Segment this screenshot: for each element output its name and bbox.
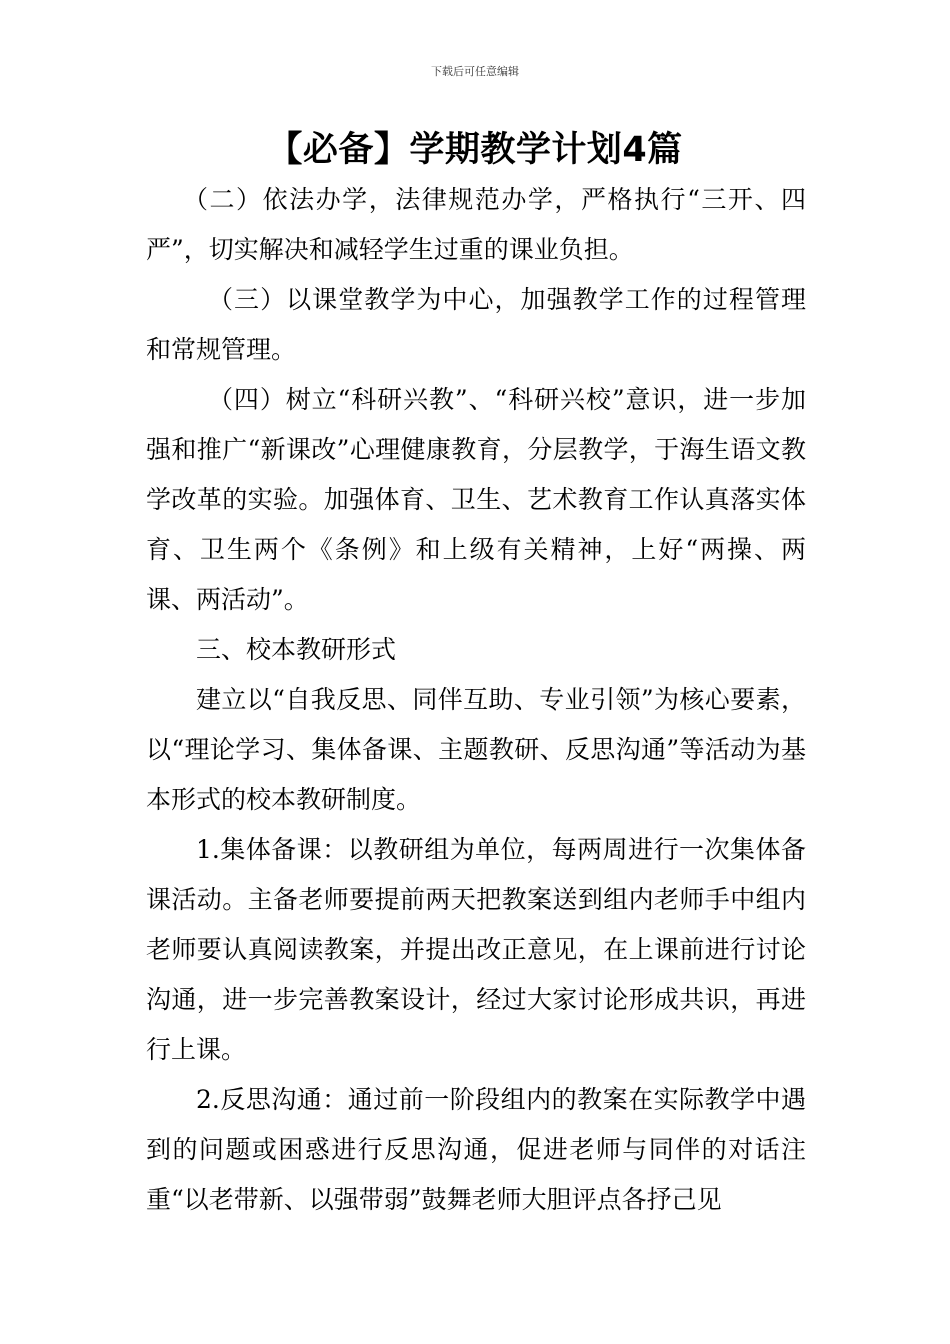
paragraph-3: （三）以课堂教学为中心，加强教学工作的过程管理和常规管理。 xyxy=(146,285,806,364)
paragraph-section-3-intro: 建立以“自我反思、同伴互助、专业引领”为核心要素，以“理论学习、集体备课、主题教研、反思沟通”等活动为基本形式的校本教研制度。 xyxy=(146,685,806,814)
header-note: 下载后可任意编辑 xyxy=(431,65,519,78)
paragraph-reflection-communication: 2.反思沟通：通过前一阶段组内的教案在实际教学中遇到的问题或困惑进行反思沟通，促进老师与同伴的对话注重“以老带新、以强带弱”鼓舞老师大胆评点各抒己见 xyxy=(146,1085,806,1214)
paragraph-2: （二）依法办学，法律规范办学，严格执行“三开、四严”，切实解决和减轻学生过重的课业负担。 xyxy=(146,185,806,264)
section-heading-3: 三、校本教研形式 xyxy=(196,635,397,664)
paragraph-collective-lesson-prep: 1.集体备课：以教研组为单位，每两周进行一次集体备课活动。主备老师要提前两天把教案送到组内老师手中组内老师要认真阅读教案，并提出改正意见，在上课前进行讨论沟通，进一步完善教案设计，经过大家讨论形成共识，再进行上课。 xyxy=(146,835,806,1064)
document-title: 【必备】学期教学计划4篇 xyxy=(267,130,683,170)
paragraph-4: （四）树立“科研兴教”、“科研兴校”意识，进一步加强和推广“新课改”心理健康教育，分层教学，于海生语文教学改革的实验。加强体育、卫生、艺术教育工作认真落实体育、卫生两个《条例》和上级有关精神，上好“两操、两课、两活动”。 xyxy=(146,385,806,614)
document-body xyxy=(146,175,806,1225)
